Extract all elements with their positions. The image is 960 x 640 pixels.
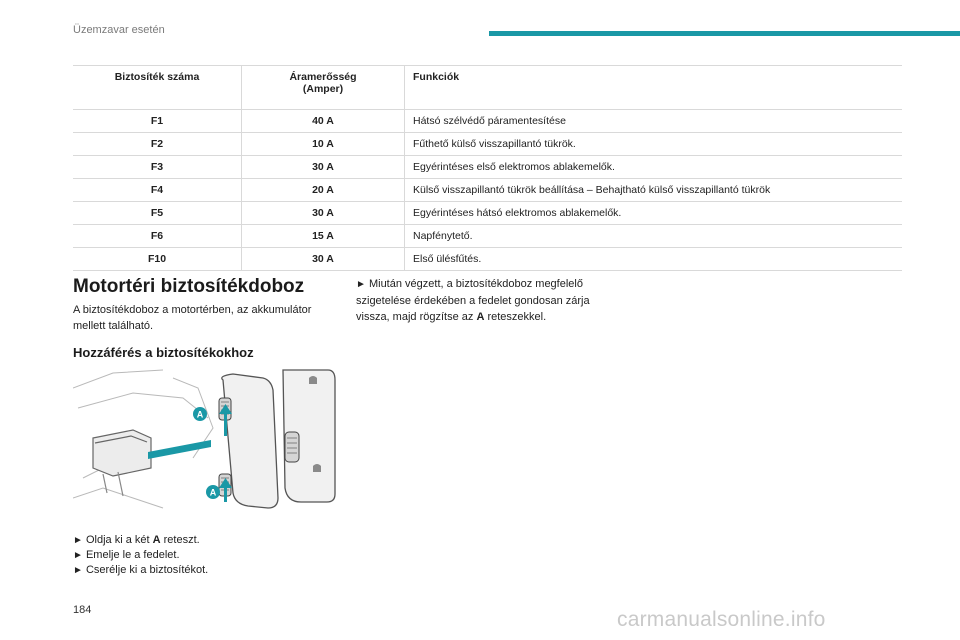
fuse-function: Fűthető külső visszapillantó tükrök. [405,133,903,156]
subsection-title: Hozzáférés a biztosítékokhoz [73,345,254,360]
intro-line-2: mellett található. [73,320,154,332]
instruction-text: Emelje le a fedelet. [82,549,180,561]
instruction-text-end: reteszt. [160,534,200,546]
bullet-arrow-icon: ► [73,535,83,546]
callout-label-a-top: A [196,409,204,420]
fuse-amperage: 30 A [242,248,405,271]
fuse-function: Napfénytető. [405,225,903,248]
intro-line-1: A biztosítékdoboz a motortérben, az akkumulátor [73,304,312,316]
list-item [73,533,208,548]
fuse-function: Első ülésfűtés. [405,248,903,271]
fuse-amperage: 30 A [242,156,405,179]
table-row [73,248,902,271]
header-amperage [242,66,405,110]
instruction-list [73,533,208,578]
closing-bold: A [476,311,485,323]
list-item [73,548,208,563]
closing-line-3 [356,309,590,325]
fuse-number: F1 [73,110,242,133]
header-amperage-line1: Áramerősség [289,71,357,83]
intro-paragraph [73,302,311,334]
fuse-function: Egyérintéses hátsó elektromos ablakemelők. [405,202,903,225]
header-fuse-number: Biztosíték száma [73,66,242,110]
fuse-amperage: 40 A [242,110,405,133]
fuse-amperage: 20 A [242,179,405,202]
section-title: Motortéri biztosítékdoboz [73,276,305,297]
table-row [73,133,902,156]
fuse-number: F2 [73,133,242,156]
fuse-function: Egyérintéses első elektromos ablakemelők. [405,156,903,179]
closing-text: vissza, majd rögzítse az [356,311,477,323]
watermark: carmanualsonline.info [617,608,826,631]
closing-line-2: szigetelése érdekében a fedelet gondosan zárja [356,295,590,307]
callout-label-a-bottom: A [209,487,217,498]
page-header-title: Üzemzavar esetén [73,24,165,36]
fuse-number: F5 [73,202,242,225]
table-row [73,202,902,225]
fuse-function: Külső visszapillantó tükrök beállítása – Behajtható külső visszapillantó tükrök [405,179,903,202]
bullet-arrow-icon: ► [73,565,83,576]
fuse-table [73,65,902,271]
table-header-row [73,66,902,110]
fuse-number: F3 [73,156,242,179]
closing-paragraph [356,276,590,325]
header-amperage-line2: (Amper) [302,83,344,95]
fuse-number: F6 [73,225,242,248]
table-row [73,225,902,248]
instruction-text: Oldja ki a két [82,534,153,546]
closing-text-end: reteszekkel. [484,311,547,323]
list-item [73,563,208,578]
closing-text: Miután végzett, a biztosítékdoboz megfelelő [365,278,583,290]
instruction-bold: A [152,534,161,546]
header-accent-bar [489,31,960,36]
fuse-function: Hátsó szélvédő páramentesítése [405,110,903,133]
header-functions: Funkciók [405,66,903,110]
fuse-number: F10 [73,248,242,271]
fuse-amperage: 10 A [242,133,405,156]
fuse-number: F4 [73,179,242,202]
instruction-text: Cserélje ki a biztosítékot. [82,564,209,576]
table-row [73,110,902,133]
fuse-box-illustration [73,368,336,516]
bullet-arrow-icon: ► [73,550,83,561]
bullet-arrow-icon: ► [356,279,366,290]
fuse-amperage: 15 A [242,225,405,248]
fuse-amperage: 30 A [242,202,405,225]
table-row [73,179,902,202]
table-row [73,156,902,179]
closing-line-1 [356,276,590,293]
page-number: 184 [73,604,92,616]
